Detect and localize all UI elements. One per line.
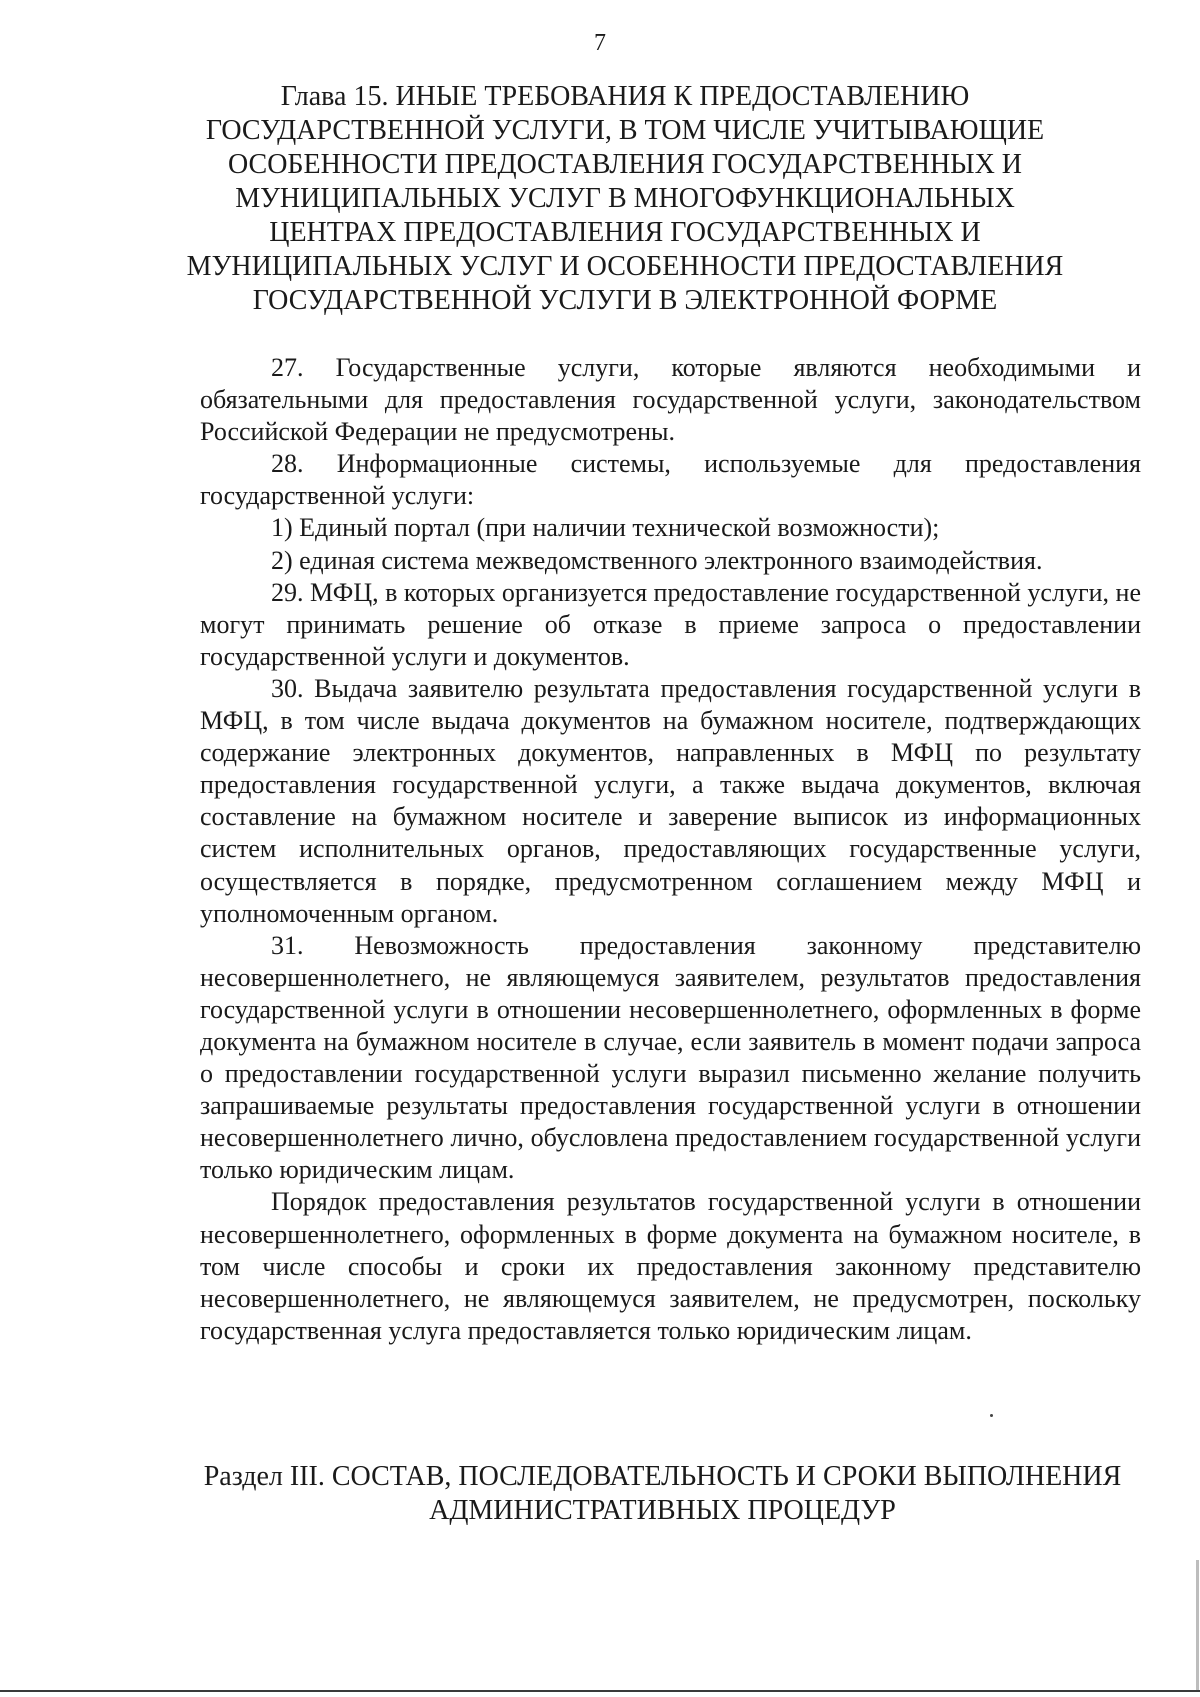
page-number: 7 — [594, 30, 606, 56]
paragraph-28: 28. Информационные системы, используемые для предоставления государственной услуги: — [200, 449, 1141, 511]
paragraph-30: 30. Выдача заявителю результата предоставления государственной услуги в МФЦ, в том числе выдача документов на бумажном носителе, подтверждающих содержание электронных документов, направленных в МФЦ по результату предоставления государственной услуги, а также выдача документов, включая составление на бумажном носителе и заверение выписок из информационных систем исполнительных органов, предоставляющих государственные услуги, осуществляется в порядке, предусмотренном соглашением между МФЦ и уполномоченным органом. — [200, 673, 1141, 928]
paragraph-31: 31. Невозможность предоставления законному представителю несовершеннолетнего, не являющемуся заявителем, результатов предоставления государственной услуги в отношении несовершеннолетнего, оформленных в форме документа на бумажном носителе в случае, если заявитель в момент подачи запроса о предоставлении государственной услуги выразил письменно желание получить запрашиваемые результаты предоставления государственной услуги в отношении несовершеннолетнего лично, обусловлена предоставлением государственной услуги только юридическим лицам. — [200, 930, 1141, 1185]
chapter-title: Глава 15. ИНЫЕ ТРЕБОВАНИЯ К ПРЕДОСТАВЛЕНИЮ ГОСУДАРСТВЕННОЙ УСЛУГИ, В ТОМ ЧИСЛЕ УЧИТЫВАЮЩИЕ ОСОБЕННОСТИ ПРЕДОСТАВЛЕНИЯ ГОСУДАРСТВЕННЫХ И МУНИЦИПАЛЬНЫХ УСЛУГ В МНОГОФУНКЦИОНАЛЬНЫХ ЦЕНТРАХ ПРЕДОСТАВЛЕНИЯ ГОСУДАРСТВЕННЫХ И МУНИЦИПАЛЬНЫХ УСЛУГ И ОСОБЕННОСТИ ПРЕДОСТАВЛЕНИЯ ГОСУДАРСТВЕННОЙ УСЛУГИ В ЭЛЕКТРОННОЙ ФОРМЕ — [186, 81, 1064, 316]
scan-bottom-edge — [0, 1690, 1200, 1692]
document-body — [200, 352, 1141, 1347]
list-item-2: 2) единая система межведомственного электронного взаимодействия. — [271, 545, 1043, 575]
list-item-1: 1) Единый портал (при наличии технической возможности); — [271, 513, 940, 543]
paragraph-29: 29. МФЦ, в которых организуется предоставление государственной услуги, не могут принимать решение об отказе в приеме запроса о предоставлении государственной услуги и документов. — [200, 577, 1141, 671]
scan-speck — [990, 1414, 993, 1417]
scan-edge-shadow — [1196, 1560, 1199, 1690]
paragraph-procedure: Порядок предоставления результатов государственной услуги в отношении несовершеннолетнего, оформленных в форме документа на бумажном носителе, в том числе способы и сроки их предоставления законному представителю несовершеннолетнего, не являющемуся заявителем, не предусмотрен, поскольку государственная услуга предоставляется только юридическим лицам. — [200, 1187, 1141, 1345]
paragraph-27: 27. Государственные услуги, которые являются необходимыми и обязательными для предоставления государственной услуги, законодательством Российской Федерации не предусмотрены. — [200, 353, 1141, 447]
section-title: Раздел III. СОСТАВ, ПОСЛЕДОВАТЕЛЬНОСТЬ И СРОКИ ВЫПОЛНЕНИЯ АДМИНИСТРАТИВНЫХ ПРОЦЕДУР — [203, 1461, 1122, 1526]
